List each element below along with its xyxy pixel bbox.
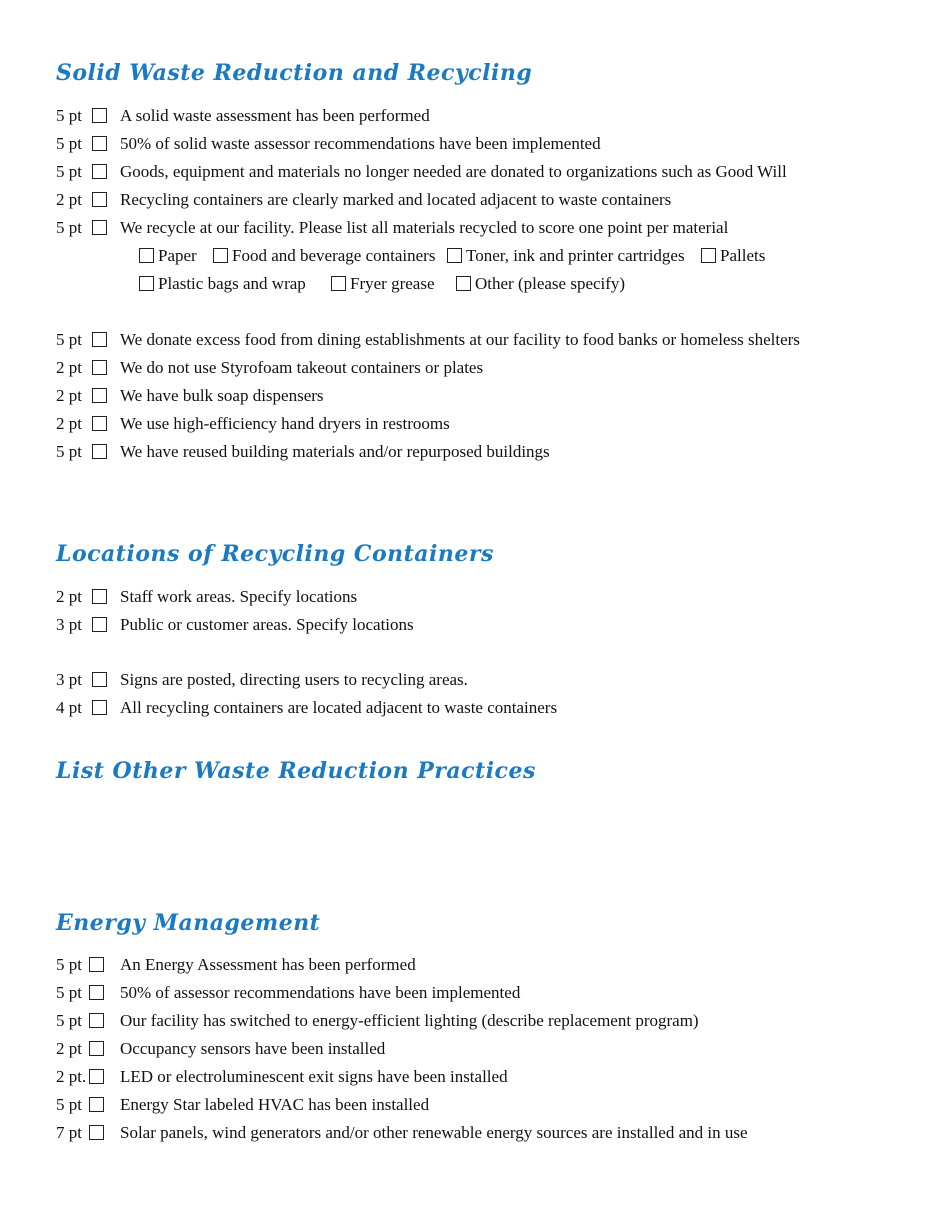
item-label: 50% of solid waste assessor recommendations have been implemented <box>120 134 601 153</box>
item-label: A solid waste assessment has been performed <box>120 106 430 125</box>
checkbox[interactable] <box>92 589 107 604</box>
points-label: 5 pt <box>56 1011 82 1030</box>
checkbox[interactable] <box>447 248 462 263</box>
checkbox[interactable] <box>89 1069 104 1084</box>
points-label: 5 pt <box>56 955 82 974</box>
item-label: LED or electroluminescent exit signs have been installed <box>120 1067 508 1086</box>
checkbox[interactable] <box>92 672 107 687</box>
item-label: Recycling containers are clearly marked and located adjacent to waste containers <box>120 190 672 209</box>
points-label: 4 pt <box>56 698 82 717</box>
points-label: 3 pt <box>56 615 82 634</box>
item-label: We recycle at our facility. Please list all materials recycled to score one point per material <box>120 218 729 237</box>
item-label: An Energy Assessment has been performed <box>120 955 416 974</box>
section-title-locations: Locations of Recycling Containers <box>56 541 494 567</box>
checkbox[interactable] <box>89 1041 104 1056</box>
item-label: Public or customer areas. Specify locations <box>120 615 414 634</box>
option-label: Paper <box>158 246 197 265</box>
points-label: 5 pt <box>56 134 82 153</box>
points-label: 5 pt <box>56 162 82 181</box>
section-title-other-practices: List Other Waste Reduction Practices <box>56 758 536 784</box>
item-label: We donate excess food from dining establishments at our facility to food banks or homeless shelters <box>120 330 800 349</box>
points-label: 7 pt <box>56 1123 82 1142</box>
item-label: We use high-efficiency hand dryers in restrooms <box>120 414 450 433</box>
points-label: 5 pt <box>56 983 82 1002</box>
item-label: Energy Star labeled HVAC has been installed <box>120 1095 430 1114</box>
checkbox[interactable] <box>139 248 154 263</box>
item-label: 50% of assessor recommendations have been implemented <box>120 983 521 1002</box>
points-label: 5 pt <box>56 106 82 125</box>
item-label: We do not use Styrofoam takeout containers or plates <box>120 358 484 377</box>
checkbox[interactable] <box>92 360 107 375</box>
points-label: 2 pt <box>56 414 82 433</box>
points-label: 5 pt <box>56 1095 82 1114</box>
option-label: Pallets <box>720 246 766 265</box>
option-label: Other (please specify) <box>475 274 626 293</box>
item-label: Signs are posted, directing users to recycling areas. <box>120 670 468 689</box>
item-label: All recycling containers are located adjacent to waste containers <box>120 698 558 717</box>
checkbox[interactable] <box>92 136 107 151</box>
checkbox[interactable] <box>89 957 104 972</box>
checkbox[interactable] <box>92 332 107 347</box>
item-label: We have reused building materials and/or repurposed buildings <box>120 442 550 461</box>
checkbox[interactable] <box>701 248 716 263</box>
checkbox[interactable] <box>92 192 107 207</box>
item-label: Goods, equipment and materials no longer needed are donated to organizations such as Good Will <box>120 162 787 181</box>
points-label: 3 pt <box>56 670 82 689</box>
points-label: 2 pt <box>56 358 82 377</box>
checkbox[interactable] <box>92 700 107 715</box>
section-title-solid-waste: Solid Waste Reduction and Recycling <box>56 60 533 86</box>
checkbox[interactable] <box>89 1125 104 1140</box>
section-title-energy: Energy Management <box>56 910 321 936</box>
checkbox[interactable] <box>213 248 228 263</box>
item-label: Our facility has switched to energy-efficient lighting (describe replacement program) <box>120 1011 699 1030</box>
item-label: Staff work areas. Specify locations <box>120 587 358 606</box>
points-label: 2 pt <box>56 1039 82 1058</box>
option-label: Toner, ink and printer cartridges <box>466 246 685 265</box>
checkbox[interactable] <box>456 276 471 291</box>
item-label: We have bulk soap dispensers <box>120 386 324 405</box>
checkbox[interactable] <box>92 416 107 431</box>
checkbox[interactable] <box>89 985 104 1000</box>
checkbox[interactable] <box>89 1013 104 1028</box>
checkbox[interactable] <box>92 108 107 123</box>
points-label: 5 pt <box>56 330 82 349</box>
points-label: 5 pt <box>56 442 82 461</box>
checkbox[interactable] <box>92 388 107 403</box>
option-label: Fryer grease <box>350 274 435 293</box>
checkbox[interactable] <box>92 220 107 235</box>
checkbox[interactable] <box>92 444 107 459</box>
checkbox[interactable] <box>331 276 346 291</box>
item-label: Solar panels, wind generators and/or other renewable energy sources are installed and in use <box>120 1123 748 1142</box>
points-label: 2 pt <box>56 587 82 606</box>
checkbox[interactable] <box>89 1097 104 1112</box>
points-label: 2 pt <box>56 190 82 209</box>
checkbox[interactable] <box>92 164 107 179</box>
points-label: 2 pt. <box>56 1067 87 1086</box>
checkbox[interactable] <box>139 276 154 291</box>
option-label: Food and beverage containers <box>232 246 436 265</box>
points-label: 2 pt <box>56 386 82 405</box>
item-label: Occupancy sensors have been installed <box>120 1039 386 1058</box>
checkbox[interactable] <box>92 617 107 632</box>
option-label: Plastic bags and wrap <box>158 274 306 293</box>
points-label: 5 pt <box>56 218 82 237</box>
